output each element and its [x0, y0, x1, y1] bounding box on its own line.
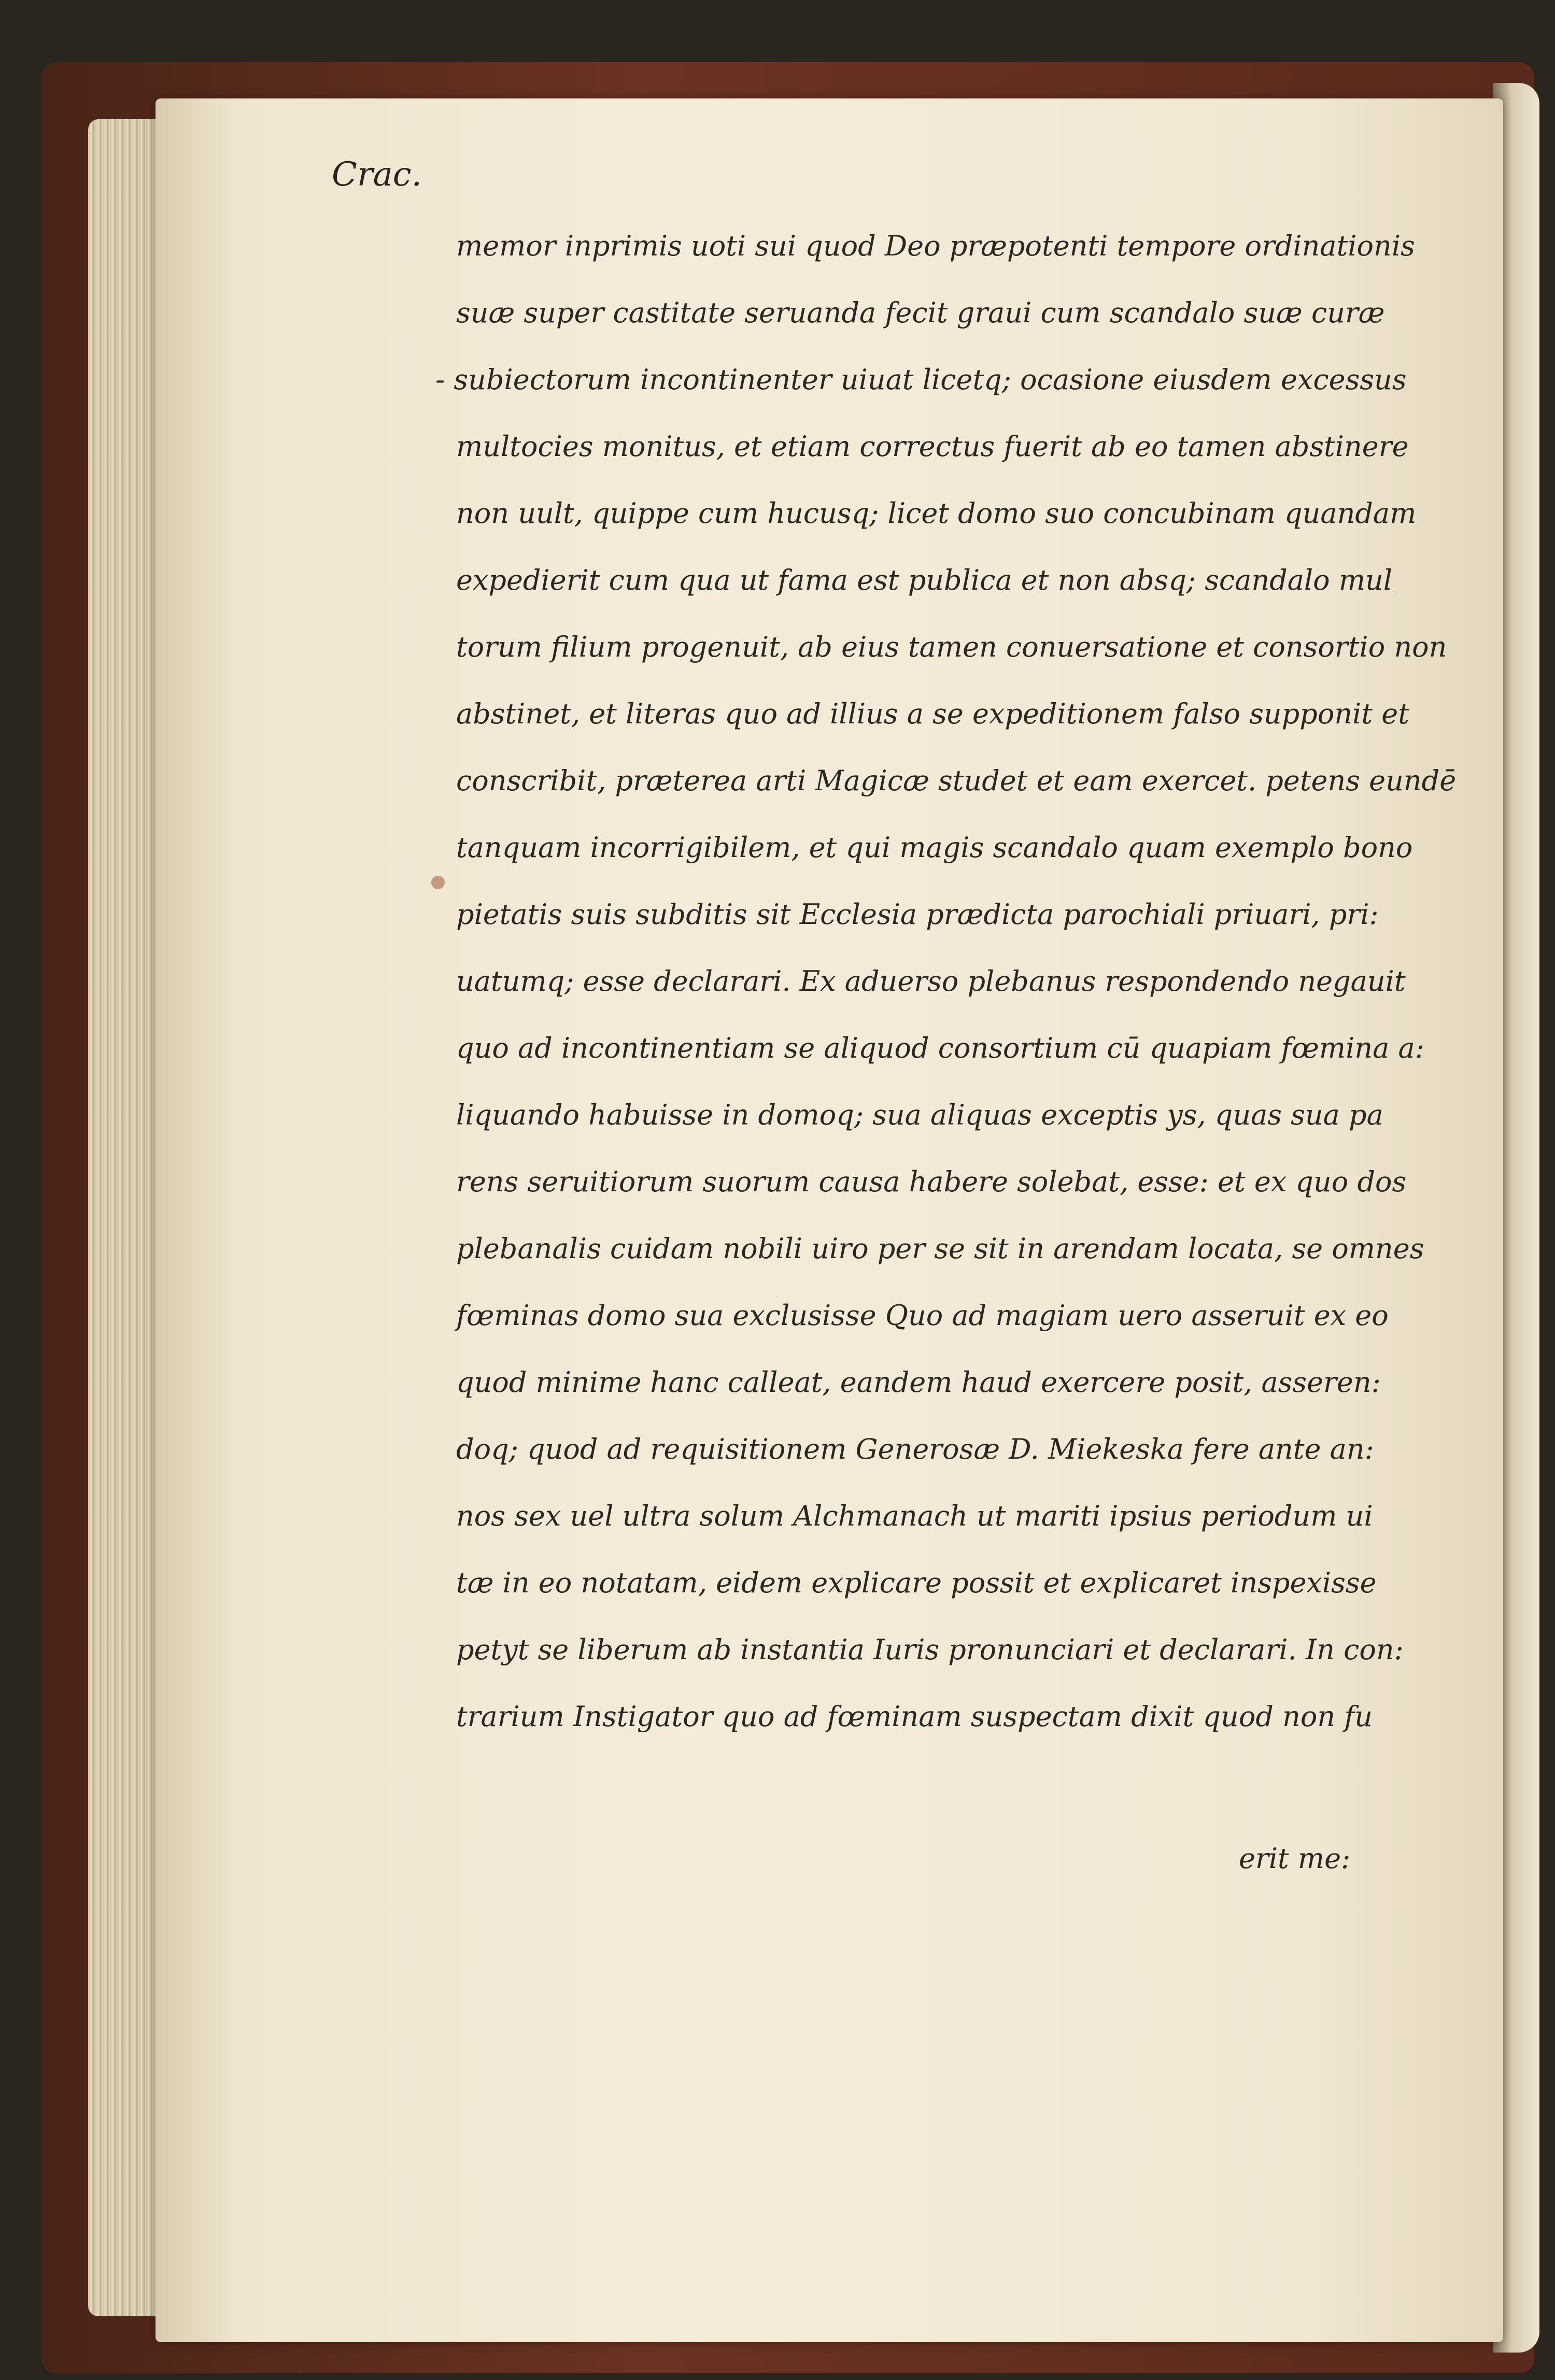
text-line: abstinet, et literas quo ad illius a se expeditionem falso supponit et [456, 697, 1409, 730]
text-line: memor inprimis uoti sui quod Deo præpotenti tempore ordinationis [456, 230, 1415, 262]
text-line: doq; quod ad requisitionem Generosæ D. Miekeska fere ante an: [456, 1433, 1374, 1465]
text-line: torum filium progenuit, ab eius tamen conuersatione et consortio non [456, 631, 1447, 663]
text-line: liquando habuisse in domoq; sua aliquas exceptis ys, quas sua pa [456, 1099, 1383, 1131]
text-line: trarium Instigator quo ad fœminam suspectam dixit quod non fu [456, 1700, 1373, 1733]
text-line: expedierit cum qua ut fama est publica et non absq; scandalo mul [456, 564, 1393, 596]
text-line: quod minime hanc calleat, eandem haud exercere posit, asseren: [456, 1366, 1381, 1399]
text-line: petyt se liberum ab instantia Iuris pronunciari et declarari. In con: [456, 1633, 1404, 1666]
text-line: fœminas domo sua exclusisse Quo ad magiam uero asseruit ex eo [456, 1299, 1389, 1332]
ink-stain [431, 876, 445, 889]
text-line: tæ in eo notatam, eidem explicare possit et explicaret inspexisse [456, 1566, 1377, 1599]
text-line: rens seruitiorum suorum causa habere solebat, esse: et ex quo dos [456, 1165, 1407, 1198]
manuscript-text [435, 212, 1457, 1750]
text-line: - subiectorum incontinenter uiuat licetq; ocasione eiusdem excessus [435, 363, 1407, 396]
text-line: suæ super castitate seruanda fecit graui cum scandalo suæ curæ [456, 296, 1385, 329]
text-line: pietatis suis subditis sit Ecclesia prædicta parochiali priuari, pri: [456, 898, 1379, 931]
page-heading: Crac. [332, 155, 422, 194]
catchword: erit me: [1239, 1842, 1351, 1875]
text-line: tanquam incorrigibilem, et qui magis scandalo quam exemplo bono [456, 831, 1413, 864]
text-line: conscribit, præterea arti Magicæ studet et eam exercet. petens eundē [456, 764, 1457, 797]
text-line: multocies monitus, et etiam correctus fuerit ab eo tamen abstinere [456, 430, 1409, 463]
text-line: plebanalis cuidam nobili uiro per se sit in arendam locata, se omnes [456, 1232, 1424, 1265]
text-line: non uult, quippe cum hucusq; licet domo suo concubinam quandam [456, 497, 1417, 530]
text-line: quo ad incontinentiam se aliquod consortium cū quapiam fœmina a: [456, 1032, 1424, 1064]
text-line: nos sex uel ultra solum Alchmanach ut mariti ipsius periodum ui [456, 1500, 1373, 1532]
text-line: uatumq; esse declarari. Ex aduerso plebanus respondendo negauit [456, 965, 1406, 997]
